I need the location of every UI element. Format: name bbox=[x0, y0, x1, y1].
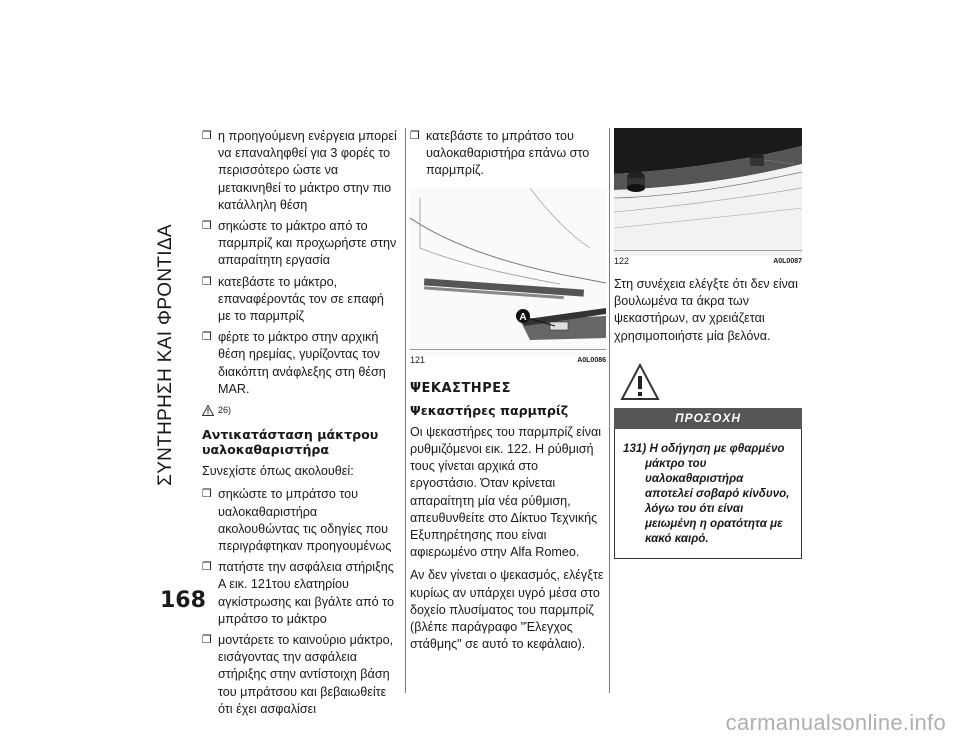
paragraph: Αν δεν γίνεται ο ψεκασμός, ελέγξτε κυρίως αν υπάρχει υγρό μέσα στο δοχείο πλυσίματος του παρμπρίζ (βλέπε παράγραφο "Έλεγχος στάθμης" σε αυτό το κεφάλαιο). bbox=[410, 568, 604, 652]
column-divider bbox=[609, 128, 610, 693]
list-item: ❒ σηκώστε το μάκτρο από το παρμπρίζ και προχωρήστε στην απαραίτητη εργασία bbox=[202, 218, 398, 270]
figure-caption bbox=[614, 250, 802, 270]
wiper-arm-illustration bbox=[410, 188, 606, 356]
callout-a-label: A bbox=[519, 311, 527, 323]
list-item: ❒ η προηγούμενη ενέργεια μπορεί να επαναληφθεί για 3 φορές το περισσότερο ώστε να μετακινηθεί το μάκτρο στην πιο κατάλληλη θέση bbox=[202, 128, 398, 214]
warning-number: 131) bbox=[623, 442, 647, 456]
page-number: 168 bbox=[160, 588, 206, 613]
list-item: ❒ κατεβάστε το μπράτσο του υαλοκαθαριστήρα επάνω στο παρμπρίζ. bbox=[410, 128, 606, 180]
column-3 bbox=[614, 128, 802, 559]
list-item: ❒ φέρτε το μάκτρο στην αρχική θέση ηρεμίας, γυρίζοντας τον διακόπτη ανάφλεξης στη θέση MAR. bbox=[202, 329, 398, 398]
warning-title: ΠΡΟΣΟΧΗ bbox=[614, 408, 802, 429]
column-2 bbox=[410, 128, 606, 659]
washer-nozzles-illustration bbox=[614, 128, 802, 256]
note-ref-text: 26) bbox=[218, 405, 232, 416]
warning-body: Η οδήγηση με φθαρμένο μάκτρο του υαλοκαθαριστήρα αποτελεί σοβαρό κίνδυνο, λόγω του ότι είναι μειωμένη η ορατότητα με κακό καιρό. bbox=[645, 442, 790, 546]
column-1 bbox=[202, 128, 398, 722]
list-item: ❒ μοντάρετε το καινούριο μάκτρο, εισάγοντας την ασφάλεια στήριξης στην αντίστοιχη βάση του μπράτσου και βεβαιωθείτε ότι έχει ασφαλίσει bbox=[202, 632, 398, 718]
warning-triangle-icon bbox=[620, 363, 660, 403]
paragraph: Στη συνέχεια ελέγξτε ότι δεν είναι βουλωμένα τα άκρα των ψεκαστήρων, αν χρειάζεται χρησιμοποιήστε μία βελόνα. bbox=[614, 277, 798, 343]
subheading: Ψεκαστήρες παρμπρίζ bbox=[410, 402, 569, 418]
figure-number: 121 bbox=[410, 355, 426, 366]
warning-text bbox=[614, 429, 802, 559]
watermark: carmanualsonline.info bbox=[725, 710, 946, 735]
figure-number: 122 bbox=[614, 255, 630, 266]
section-head-sprayers: ΨΕΚΑΣΤΗΡΕΣ bbox=[410, 380, 511, 396]
figure-122 bbox=[614, 128, 802, 270]
list-item: ❒ πατήστε την ασφάλεια στήριξης A εικ. 121του ελατηρίου αγκίστρωσης και βγάλτε από το μπράτσο το μάκτρο bbox=[202, 559, 398, 628]
figure-code: A0L0086 bbox=[577, 357, 606, 365]
intro-text: Συνεχίστε όπως ακολουθεί: bbox=[202, 464, 354, 479]
list-item: ❒ σηκώστε το μπράτσο του υαλοκαθαριστήρα ακολουθώντας τις οδηγίες που περιγράφτηκαν προηγουμένως bbox=[202, 486, 398, 555]
section-heading: Αντικατάσταση μάκτρου υαλοκαθαριστήρα bbox=[202, 427, 379, 458]
warning-triangle-icon bbox=[202, 405, 214, 416]
figure-121 bbox=[410, 188, 606, 370]
figure-caption bbox=[410, 349, 606, 369]
column-divider bbox=[405, 128, 406, 693]
paragraph: Οι ψεκαστήρες του παρμπρίζ είναι ρυθμιζόμενοι εικ. 122. Η ρύθμισή τους γίνεται αρχικά στο εργοστάσιο. Όταν κρίνεται απαραίτητη μία νέα ρύθμιση, απευθυνθείτε στο Δίκτυο Τεχνικής Εξυπηρέτησης που είναι αφιερωμένο στην Alfa Romeo. bbox=[410, 424, 602, 560]
figure-code: A0L0087 bbox=[773, 257, 802, 265]
list-item: ❒ κατεβάστε το μάκτρο, επαναφέροντάς τον σε επαφή με το παρμπρίζ bbox=[202, 274, 398, 326]
note-reference bbox=[202, 402, 398, 419]
warning-box bbox=[614, 363, 802, 559]
chapter-side-title: ΣΥΝΤΗΡΗΣΗ ΚΑΙ ΦΡΟΝΤΙΔΑ bbox=[155, 224, 176, 486]
